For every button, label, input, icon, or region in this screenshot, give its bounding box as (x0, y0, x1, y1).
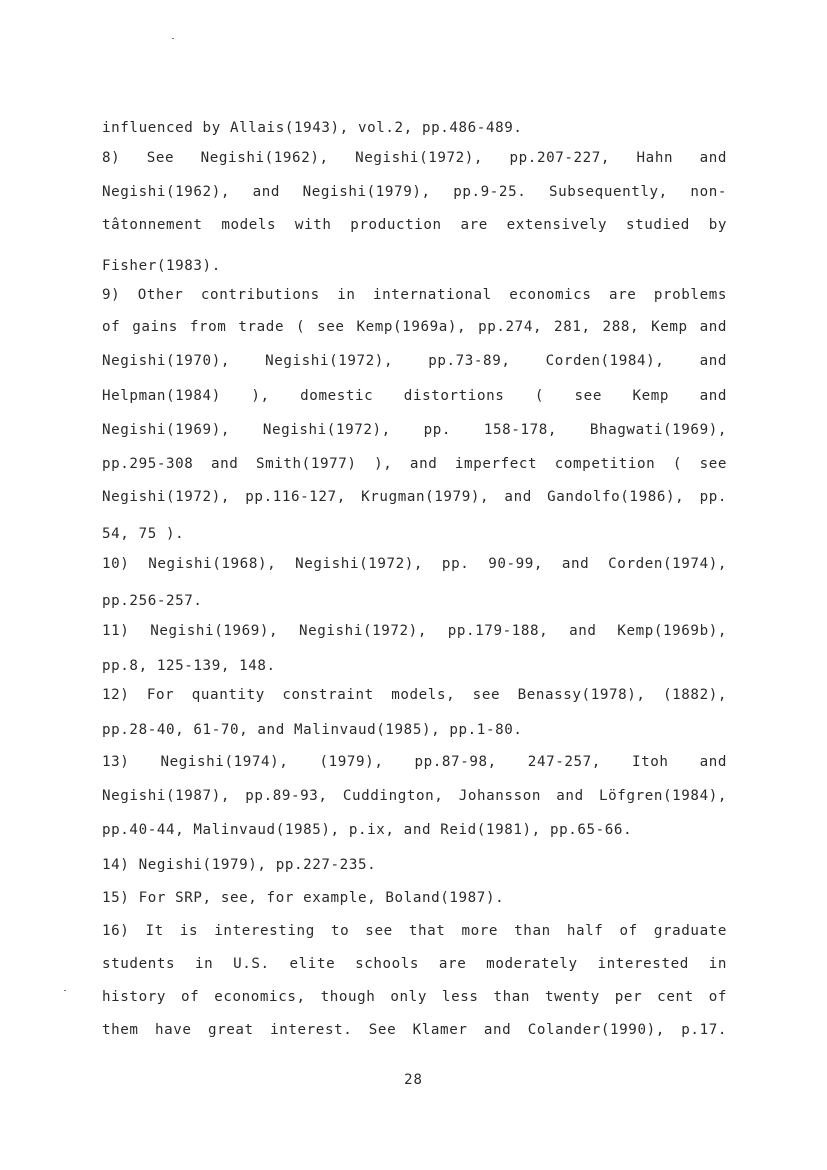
footnote-12-line: 12) For quantity constraint models, see Benassy(1978), (1882), (102, 687, 727, 703)
footnote-9-line: Negishi(1969), Negishi(1972), pp. 158-178, Bhagwati(1969), (102, 422, 727, 438)
footnote-8-line: tâtonnement models with production are extensively studied by (102, 217, 727, 233)
footnote-13-line: Negishi(1987), pp.89-93, Cuddington, Johansson and Löfgren(1984), (102, 788, 727, 804)
footnote-10-line: 10) Negishi(1968), Negishi(1972), pp. 90-99, and Corden(1974), (102, 556, 727, 572)
page-number: 28 (404, 1072, 423, 1088)
footnote-13-line: 13) Negishi(1974), (1979), pp.87-98, 247-257, Itoh and (102, 754, 727, 770)
scan-speck (172, 38, 174, 39)
footnote-continuation-line: influenced by Allais(1943), vol.2, pp.486-489. (102, 120, 523, 136)
footnote-10-line: pp.256-257. (102, 593, 203, 609)
footnote-9-line: Negishi(1972), pp.116-127, Krugman(1979), and Gandolfo(1986), pp. (102, 489, 727, 505)
scan-speck (64, 990, 66, 991)
footnote-16-line: students in U.S. elite schools are moderately interested in (102, 956, 727, 972)
footnote-9-line: 54, 75 ). (102, 526, 185, 542)
footnote-13-line: pp.40-44, Malinvaud(1985), p.ix, and Reid(1981), pp.65-66. (102, 822, 633, 838)
footnote-9-line: 9) Other contributions in international economics are problems (102, 287, 727, 303)
footnote-14-line: 14) Negishi(1979), pp.227-235. (102, 857, 377, 873)
footnote-16-line: them have great interest. See Klamer and Colander(1990), p.17. (102, 1022, 727, 1038)
footnote-8-line: Fisher(1983). (102, 258, 221, 274)
footnote-9-line: of gains from trade ( see Kemp(1969a), pp.274, 281, 288, Kemp and (102, 319, 727, 335)
footnote-9-line: Helpman(1984) ), domestic distortions ( see Kemp and (102, 388, 727, 404)
footnote-8-line: 8) See Negishi(1962), Negishi(1972), pp.207-227, Hahn and (102, 150, 727, 166)
footnote-8-line: Negishi(1962), and Negishi(1979), pp.9-25. Subsequently, non- (102, 184, 727, 200)
footnote-15-line: 15) For SRP, see, for example, Boland(1987). (102, 890, 505, 906)
footnote-11-line: 11) Negishi(1969), Negishi(1972), pp.179-188, and Kemp(1969b), (102, 623, 727, 639)
footnote-12-line: pp.28-40, 61-70, and Malinvaud(1985), pp.1-80. (102, 722, 523, 738)
footnote-16-line: history of economics, though only less than twenty per cent of (102, 989, 727, 1005)
footnote-9-line: Negishi(1970), Negishi(1972), pp.73-89, Corden(1984), and (102, 353, 727, 369)
footnote-9-line: pp.295-308 and Smith(1977) ), and imperfect competition ( see (102, 456, 727, 472)
footnote-11-line: pp.8, 125-139, 148. (102, 658, 276, 674)
footnote-16-line: 16) It is interesting to see that more than half of graduate (102, 923, 727, 939)
